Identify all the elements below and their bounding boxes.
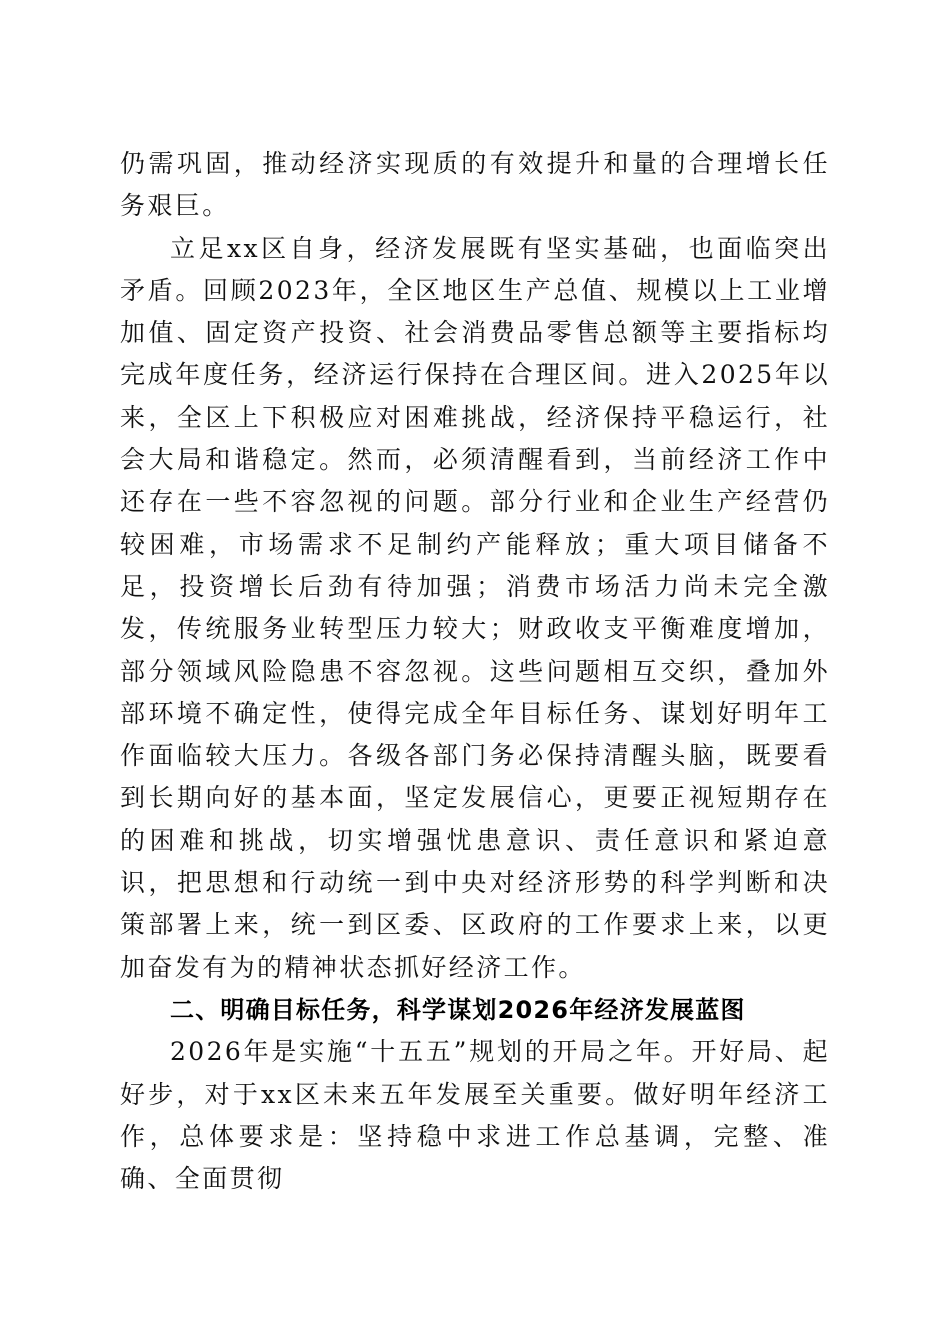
paragraph-continuation: 仍需巩固，推动经济实现质的有效提升和量的合理增长任务艰巨。	[120, 149, 830, 221]
document-body	[120, 143, 830, 1200]
section-heading-goals: 二、明确目标任务，科学谋划2026年经济发展蓝图	[170, 995, 746, 1024]
paragraph-2026-plan: 2026年是实施“十五五”规划的开局之年。开好局、起好步，对于xx区未来五年发展至关重要。做好明年经济工作，总体要求是：坚持稳中求进工作总基调，完整、准确、全面贯彻	[120, 1037, 830, 1194]
paragraph-economic-situation: 立足xx区自身，经济发展既有坚实基础，也面临突出矛盾。回顾2023年，全区地区生产总值、规模以上工业增加值、固定资产投资、社会消费品零售总额等主要指标均完成年度任务，经济运行保持在合理区间。进入2025年以来，全区上下积极应对困难挑战，经济保持平稳运行，社会大局和谐稳定。然而，必须清醒看到，当前经济工作中还存在一些不容忽视的问题。部分行业和企业生产经营仍较困难，市场需求不足制约产能释放；重大项目储备不足，投资增长后劲有待加强；消费市场活力尚未完全激发，传统服务业转型压力较大；财政收支平衡难度增加，部分领域风险隐患不容忽视。这些问题相互交织，叠加外部环境不确定性，使得完成全年目标任务、谋划好明年工作面临较大压力。各级各部门务必保持清醒头脑，既要看到长期向好的基本面，坚定发展信心，更要正视短期存在的困难和挑战，切实增强忧患意识、责任意识和紧迫意识，把思想和行动统一到中央对经济形势的科学判断和决策部署上来，统一到区委、区政府的工作要求上来，以更加奋发有为的精神状态抓好经济工作。	[120, 233, 830, 982]
